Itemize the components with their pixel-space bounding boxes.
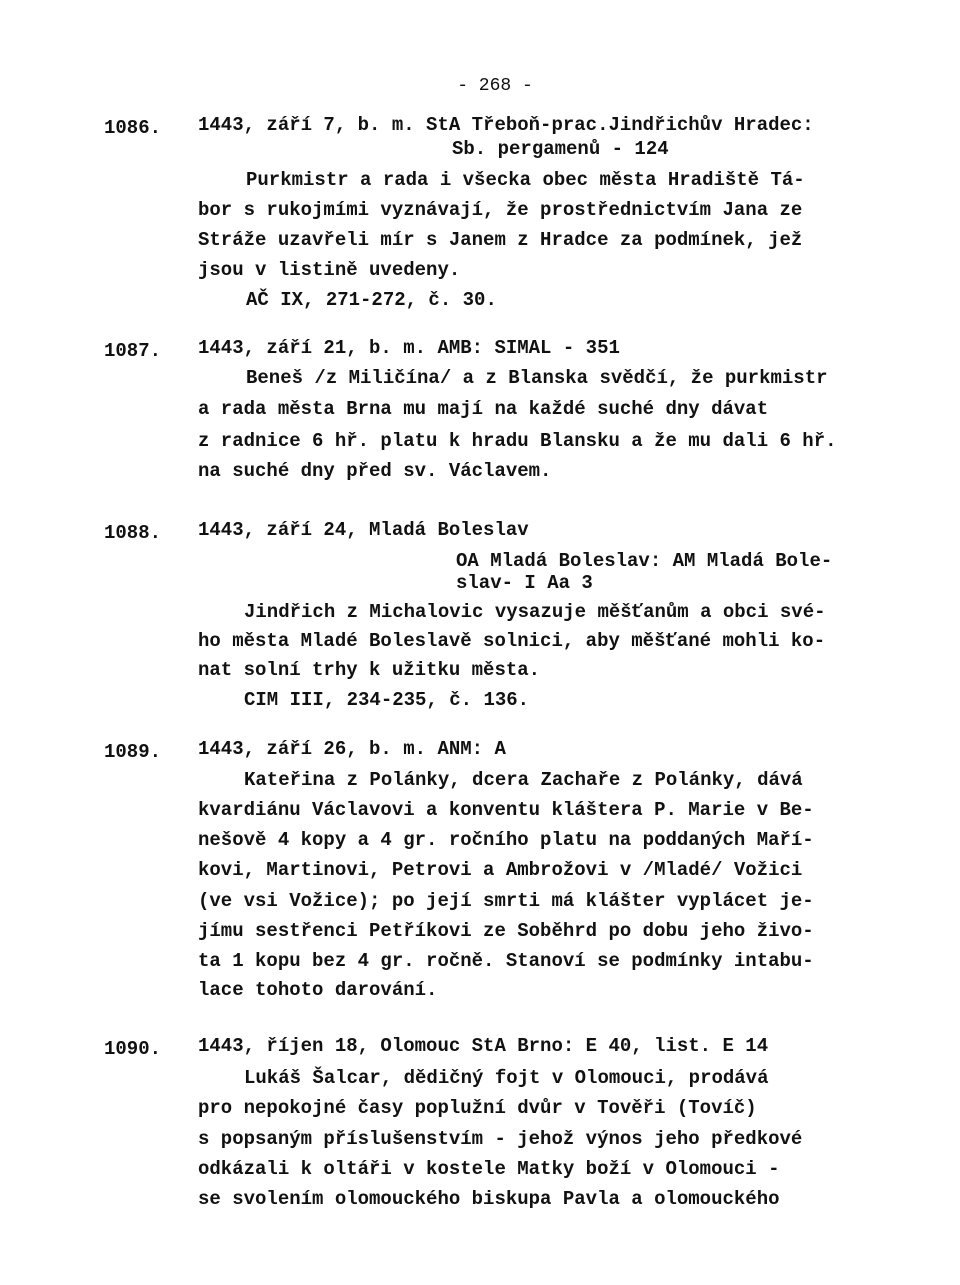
entry-text-line: ho města Mladé Boleslavě solnici, aby měšťané mohli ko-	[198, 630, 826, 652]
entry-citation: AČ IX, 271-272, č. 30.	[246, 289, 497, 311]
entry-text-line: Lukáš Šalcar, dědičný fojt v Olomouci, prodává	[244, 1067, 769, 1089]
entry-number: 1086.	[104, 117, 162, 139]
entry-header: 1443, září 7, b. m. StA Třeboň-prac.Jindřichův Hradec:	[198, 114, 814, 136]
entry-text-line: na suché dny před sv. Václavem.	[198, 460, 552, 482]
entry-text-line: Beneš /z Miličína/ a z Blanska svědčí, že purkmistr	[246, 367, 828, 389]
entry-text-line: jímu sestřenci Petříkovi ze Soběhrd po dobu jeho živo-	[198, 920, 814, 942]
entry-text-line: nat solní trhy k užitku města.	[198, 659, 541, 681]
entry-header: 1443, září 21, b. m. AMB: SIMAL - 351	[198, 337, 620, 359]
entry-text-line: kovi, Martinovi, Petrovi a Ambrožovi v /Mladé/ Vožici	[198, 859, 803, 881]
entry-text-line: z radnice 6 hř. platu k hradu Blansku a že mu dali 6 hř.	[198, 430, 837, 452]
entry-text-line: pro nepokojné časy poplužní dvůr v Tověři (Tovíč)	[198, 1097, 757, 1119]
entry-text-line: ta 1 kopu bez 4 gr. ročně. Stanoví se podmínky intabu-	[198, 950, 814, 972]
entry-text-line: lace tohoto darování.	[198, 979, 438, 1001]
entry-number: 1090.	[104, 1038, 162, 1060]
entry-text-line: Purkmistr a rada i všecka obec města Hradiště Tá-	[246, 169, 805, 191]
entry-text-line: bor s rukojmími vyznávají, že prostřednictvím Jana ze	[198, 199, 803, 221]
entry-header: 1443, září 26, b. m. ANM: A	[198, 738, 506, 760]
entry-text-line: a rada města Brna mu mají na každé suché dny dávat	[198, 398, 769, 420]
entry-text-line: Stráže uzavřeli mír s Janem z Hradce za podmínek, jež	[198, 229, 803, 251]
entry-citation: CIM III, 234-235, č. 136.	[244, 689, 530, 711]
entry-text-line: odkázali k oltáři v kostele Matky boží v Olomouci -	[198, 1158, 780, 1180]
entry-number: 1087.	[104, 340, 162, 362]
entry-text-line: se svolením olomouckého biskupa Pavla a olomouckého	[198, 1188, 780, 1210]
entry-source-line: slav- I Aa 3	[456, 572, 593, 594]
entry-text-line: jsou v listině uvedeny.	[198, 259, 461, 281]
entry-source-line: Sb. pergamenů - 124	[452, 138, 669, 160]
entry-text-line: (ve vsi Vožice); po její smrti má klášter vyplácet je-	[198, 890, 814, 912]
entry-number: 1088.	[104, 522, 162, 544]
entry-text-line: kvardiánu Václavovi a konventu kláštera P. Marie v Be-	[198, 799, 814, 821]
page-number: - 268 -	[457, 76, 533, 96]
entry-text-line: nešově 4 kopy a 4 gr. ročního platu na poddaných Maří-	[198, 829, 814, 851]
entry-header: 1443, září 24, Mladá Boleslav	[198, 519, 529, 541]
entry-text-line: Kateřina z Polánky, dcera Zachaře z Polánky, dává	[244, 769, 803, 791]
entry-text-line: s popsaným příslušenstvím - jehož výnos jeho předkové	[198, 1128, 803, 1150]
entry-number: 1089.	[104, 741, 162, 763]
entry-header: 1443, říjen 18, Olomouc StA Brno: E 40, list. E 14	[198, 1035, 769, 1057]
entry-text-line: Jindřich z Michalovic vysazuje měšťanům a obci své-	[244, 601, 826, 623]
entry-source-line: OA Mladá Boleslav: AM Mladá Bole-	[456, 550, 833, 572]
